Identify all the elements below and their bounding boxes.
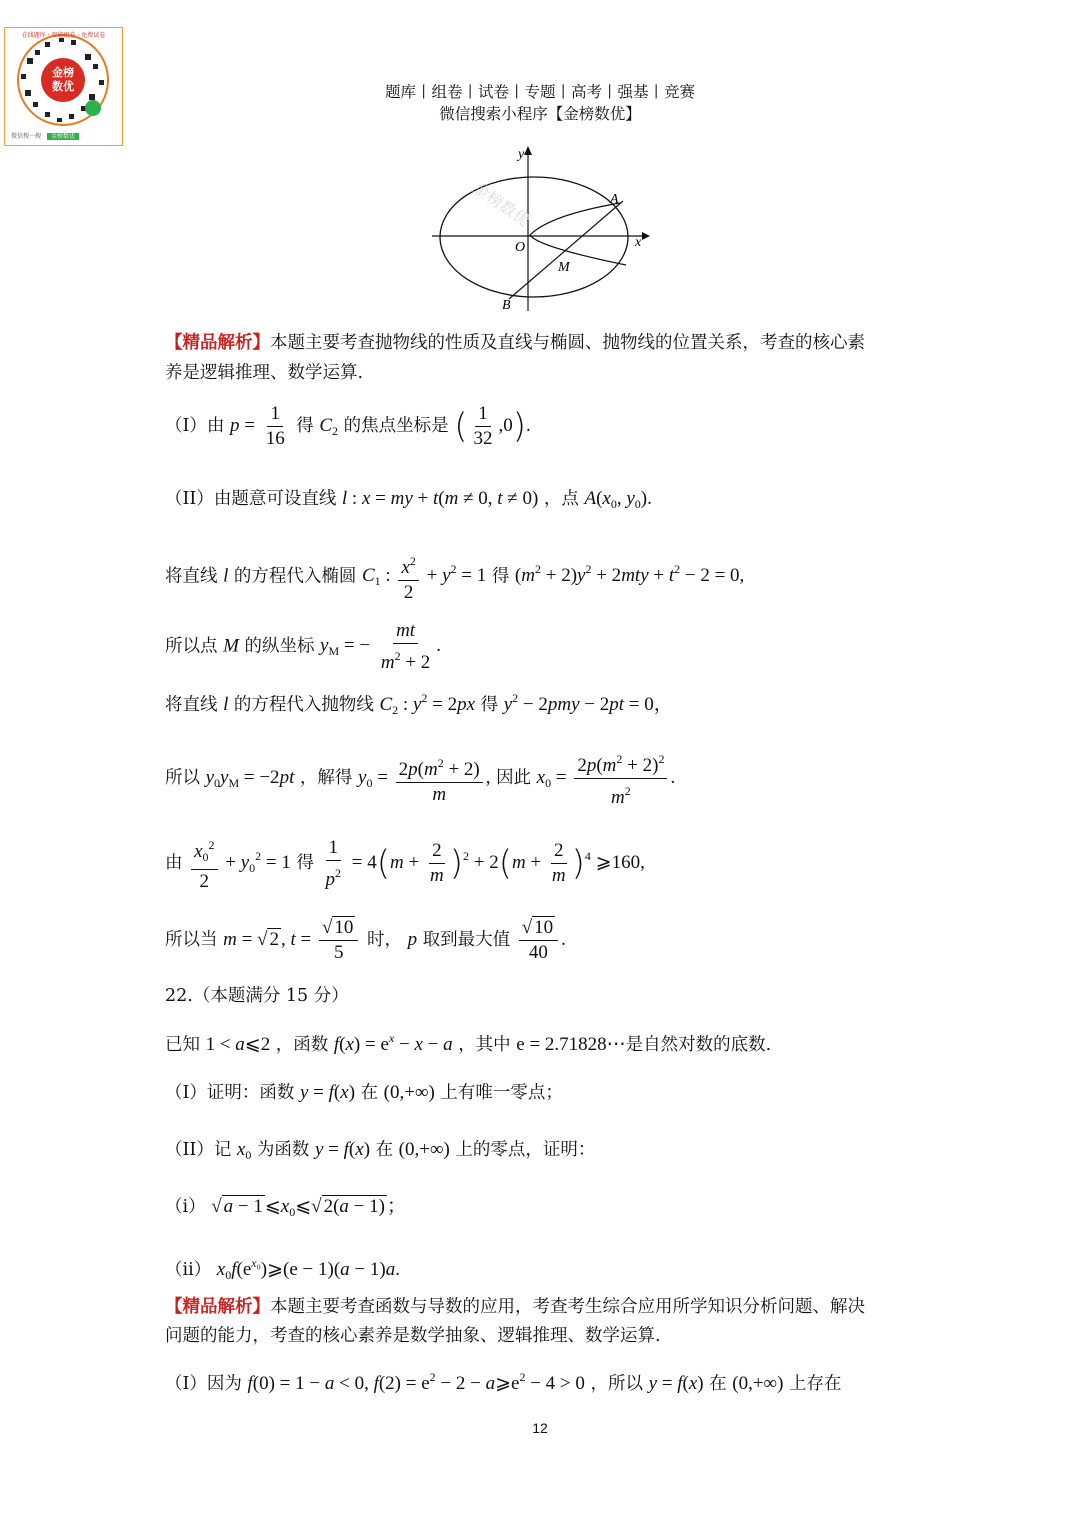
analysis2-text1: 本题主要考查函数与导数的应用，考查考生综合应用所学知识分析问题、解决 bbox=[270, 1297, 865, 1317]
step3-mid: 的方程代入椭圆 bbox=[228, 566, 362, 587]
ellipse-parabola-figure bbox=[430, 143, 660, 315]
q22-sub1: （i） √ a − 1 $⩽x_0⩽√$ 2(a − 1) ； bbox=[165, 1196, 406, 1219]
step6-mid: ，解得 bbox=[299, 767, 358, 788]
step5-line: 将直线 l 的方程代入抛物线 $C_2$ : $y^2 = 2px$ 得 $y^2 - 2pmy - 2pt = 0$， bbox=[165, 691, 673, 717]
q22-stem-mid: ，函数 bbox=[275, 1035, 334, 1055]
q22-part2-suffix: 上的零点，证明： bbox=[455, 1140, 596, 1160]
step6-prefix: 所以 bbox=[165, 767, 206, 788]
qr-footer bbox=[11, 131, 79, 140]
step2-line: （II）由题意可设直线 l : x = my + t(m ≠ 0, t ≠ 0) ，点 $A(x_0$, $y_0$). bbox=[165, 488, 652, 511]
analysis2-line1 bbox=[165, 1295, 865, 1319]
q22-stem-prefix: 已知 bbox=[165, 1035, 206, 1055]
q22-stem-mid2: ，其中 bbox=[458, 1035, 517, 1055]
header-nav: 题库丨组卷丨试卷丨专题丨高考丨强基丨竞赛 bbox=[384, 83, 695, 101]
step3-mid2: 得 bbox=[491, 566, 515, 587]
step7-line: 由 $\frac{x_0^2}{2}$ + $y_0^2 = 1$ 得 $\frac{1}{p^2}$ = 4(m + $\frac{2}{m}$ )$^2$ + 2(m + $\frac{2}{m}$ )$^4$ ⩾160, bbox=[165, 834, 645, 893]
step3-line: 将直线 l 的方程代入椭圆 $C_1$ : $\frac{x^2}{2}$ + $y^2 = 1$ 得 $(m^2 + 2)y^2 + 2mty + t^2 - 2 = 0$, bbox=[165, 550, 744, 604]
step8-mid: 时， bbox=[366, 929, 408, 950]
step9-mid: ，所以 bbox=[590, 1374, 649, 1394]
figure-label-b: B bbox=[502, 298, 511, 313]
q22-part2-mid2: 在 bbox=[375, 1140, 399, 1160]
header-subtitle: 微信搜索小程序【金榜数优】 bbox=[439, 105, 641, 123]
q22-part2-mid: 为函数 bbox=[256, 1140, 315, 1160]
figure-label-o: O bbox=[515, 240, 526, 255]
analysis2-tag: 【精品解析】 bbox=[165, 1297, 270, 1317]
analysis1-line2: 养是逻辑推理、数学运算. bbox=[165, 363, 364, 383]
step6-line: 所以 $y_0y_M = -2pt$ ，解得 $y_0$ = $\frac{2p(m^2 + 2)}{m}$ , 因此 $x_0$ = $\frac{2p(m^2 + 2)^2}{m^2}$ . bbox=[165, 748, 675, 809]
step4-line: 所以点 M 的纵坐标 $y_M$ = − $\frac{mt}{m^2 + 2}$ . bbox=[165, 620, 442, 673]
qr-center-text: 金榜 数优 bbox=[52, 66, 74, 93]
step2-prefix: （II）由题意可设直线 bbox=[165, 489, 342, 509]
q22-part1-prefix: （I）证明：函数 bbox=[165, 1083, 300, 1103]
analysis1-tag: 【精品解析】 bbox=[165, 333, 270, 353]
q22-sub2-label: （ii） bbox=[165, 1260, 212, 1280]
figure-watermark: 金榜数优 bbox=[469, 178, 534, 231]
step8-line: 所以当 m = √ 2 , t = $\frac{√ 10}{5}$ 时， p 取到最大值 $\frac{√ 10}{40}$ . bbox=[165, 917, 566, 963]
figure-label-a: A bbox=[610, 192, 619, 207]
qr-footer-left: 微信搜一搜 bbox=[11, 133, 42, 140]
step1-suffix: 的焦点坐标是 bbox=[343, 415, 455, 436]
step7-prefix: 由 bbox=[165, 852, 189, 873]
q22-stem: 已知 1 < a⩽2 ，函数 $f(x) = e^x - x - a$ ，其中 e = 2.71828⋯是自然对数的底数. bbox=[165, 1031, 772, 1055]
step9-suffix: 上存在 bbox=[789, 1374, 842, 1394]
step4-mid: 的纵坐标 bbox=[238, 636, 321, 657]
q22-part1: （I）证明：函数 y = f(x) 在 (0,+∞) 上有唯一零点； bbox=[165, 1082, 563, 1103]
step5-mid2: 得 bbox=[480, 695, 504, 715]
q22-part2-prefix: （II）记 bbox=[165, 1140, 237, 1160]
step7-mid: 得 bbox=[296, 852, 320, 873]
q22-stem-suffix: 是自然对数的底数. bbox=[625, 1035, 772, 1055]
step9-prefix: （I）因为 bbox=[165, 1374, 248, 1394]
q22-sub2: （ii） $x_0f(e^{x_0})⩾(e - 1)(a - 1)a$. bbox=[165, 1256, 400, 1282]
step3-prefix: 将直线 bbox=[165, 566, 224, 587]
step6-mid2: 因此 bbox=[496, 767, 537, 788]
analysis1-line1 bbox=[165, 331, 865, 355]
step5-mid: 的方程代入抛物线 bbox=[228, 695, 380, 715]
q22-part1-suffix: 上有唯一零点； bbox=[440, 1083, 563, 1103]
q22-sub1-label: （i） bbox=[165, 1197, 206, 1217]
step9-mid2: 在 bbox=[709, 1374, 733, 1394]
step8-mid2: 取到最大值 bbox=[422, 929, 516, 950]
q22-part2: （II）记 $x_0$ 为函数 y = f(x) 在 (0,+∞) 上的零点，证明： bbox=[165, 1139, 596, 1162]
step4-prefix: 所以点 bbox=[165, 636, 224, 657]
step5-prefix: 将直线 bbox=[165, 695, 224, 715]
analysis2-line2: 问题的能力，考查的核心素养是数学抽象、逻辑推理、数学运算. bbox=[165, 1326, 661, 1346]
q22-part1-mid: 在 bbox=[360, 1083, 384, 1103]
figure-label-y: y bbox=[518, 147, 525, 162]
step2-mid: ，点 bbox=[543, 489, 585, 509]
q22-title: 22.（本题满分 15 分） bbox=[165, 986, 349, 1006]
figure-label-m: M bbox=[558, 260, 570, 275]
step9-line: （I）因为 f(0) = 1 − a < 0, $f(2) = e^2 - 2$ − $a⩾e^2 - 4 > 0$ ，所以 y = f(x) 在 (0,+∞) 上存在 bbox=[165, 1370, 842, 1394]
step8-prefix: 所以当 bbox=[165, 929, 224, 950]
step1-line: （I）由 p = $\frac{1}{16}$ 得 $C_2$ 的焦点坐标是 ( $\frac{1}{32}$ ,0). bbox=[165, 403, 531, 449]
qr-ring-text: 在线题库 · 智能组卷 · 免费试卷 bbox=[21, 32, 106, 39]
page-number: 12 bbox=[532, 1420, 548, 1436]
step1-prefix: （I）由 bbox=[165, 415, 230, 436]
qr-footer-right: 金榜数优 bbox=[47, 133, 79, 140]
step1-mid: 得 bbox=[296, 415, 320, 436]
figure-label-x: x bbox=[635, 235, 642, 250]
analysis1-text1: 本题主要考查抛物线的性质及直线与椭圆、抛物线的位置关系，考查的核心素 bbox=[270, 333, 865, 353]
